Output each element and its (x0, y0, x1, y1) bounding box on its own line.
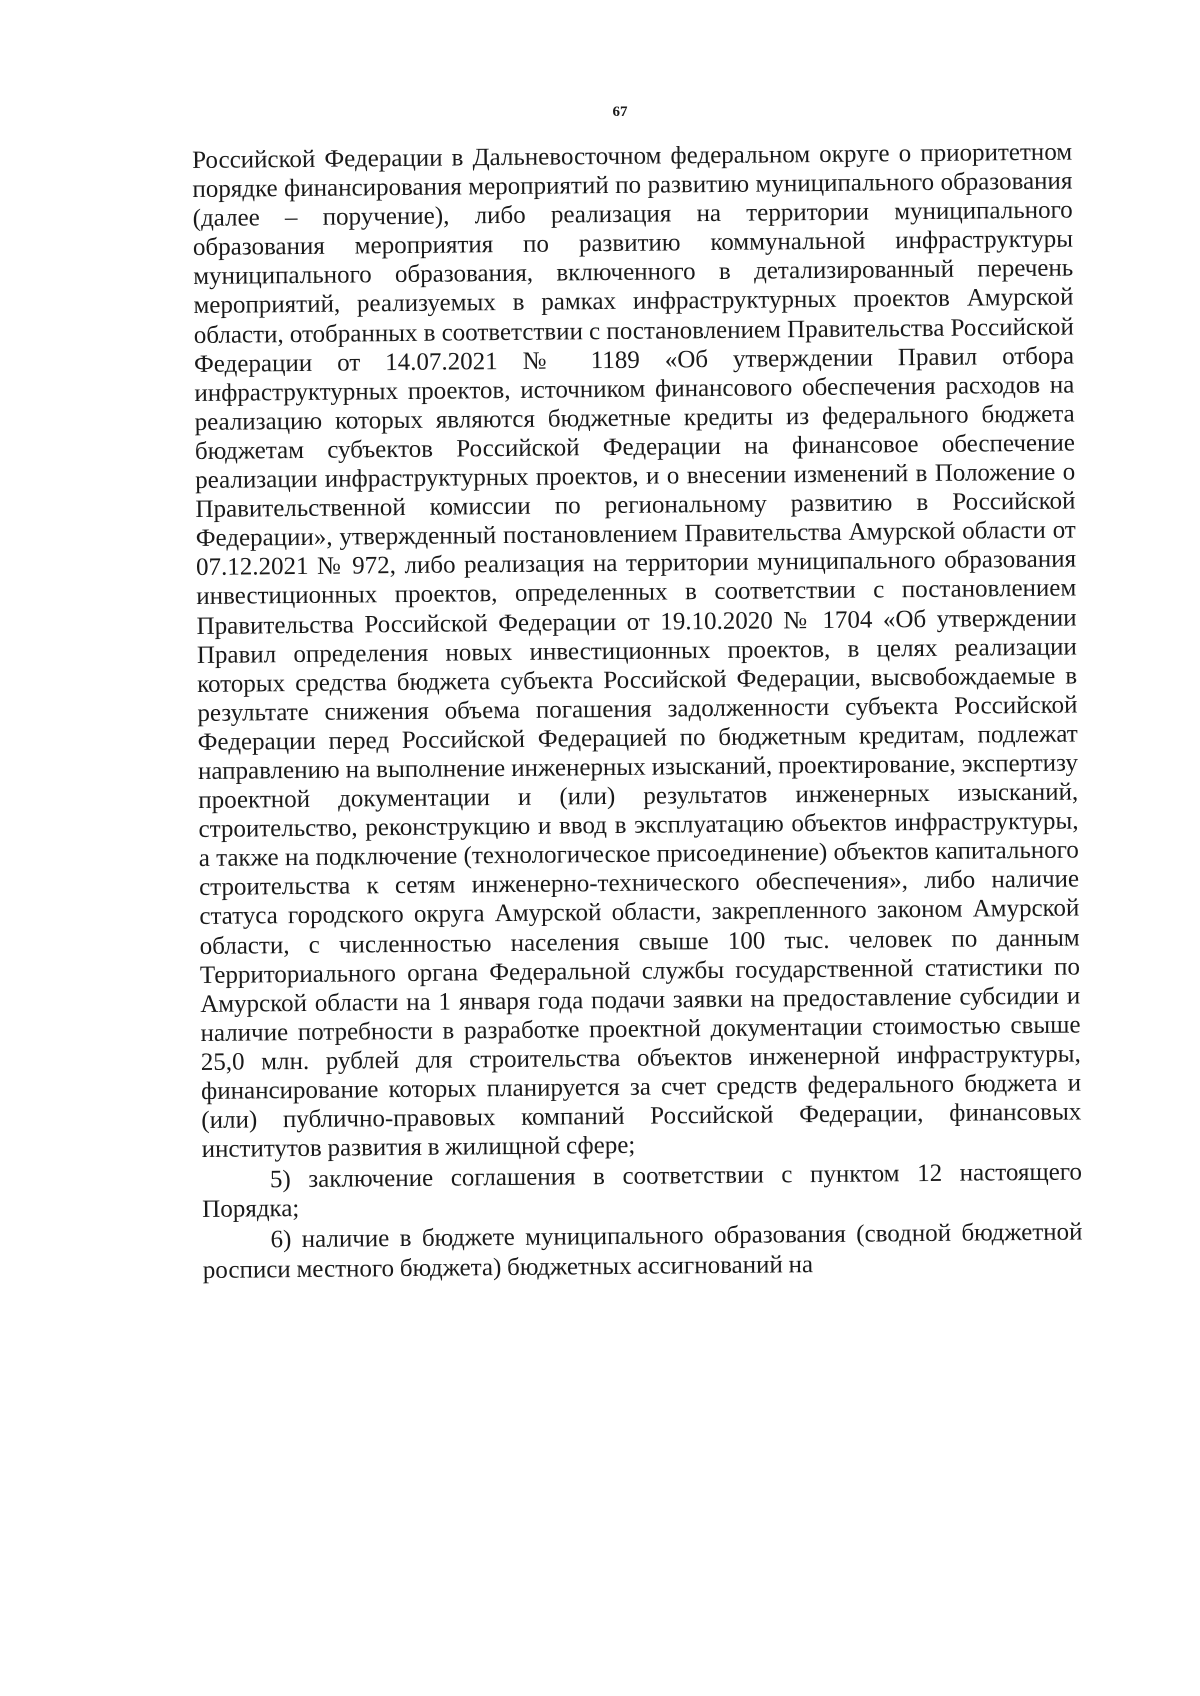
paragraph-continuation: Российской Федерации в Дальневосточном федеральном округе о приоритетном порядке финансирования мероприятий по развитию муниципального образования (далее – поручение), либо реализация на территории муниципального образования мероприятия по развитию коммунальной инфраструктуры муниципального образования, включенного в детализированный перечень мероприятий, реализуемых в рамках инфраструктурных проектов Амурской области, отобранных в соответствии с постановлением Правительства Российской Федерации от 14.07.2021 № 1189 «Об утверждении Правил отбора инфраструктурных проектов, источником финансового обеспечения расходов на реализацию которых являются бюджетные кредиты из федерального бюджета бюджетам субъектов Российской Федерации на финансовое обеспечение реализации инфраструктурных проектов, и о внесении изменений в Положение о Правительственной комиссии по региональному развитию в Российской Федерации», утвержденный постановлением Правительства Амурской области от 07.12.2021 № 972, либо реализация на территории муниципального образования инвестиционных проектов, определенных в соответствии с постановлением Правительства Российской Федерации от 19.10.2020 № 1704 «Об утверждении Правил определения новых инвестиционных проектов, в целях реализации которых средства бюджета субъекта Российской Федерации, высвобождаемые в результате снижения объема погашения задолженности субъекта Российской Федерации перед Российской Федерацией по бюджетным кредитам, подлежат направлению на выполнение инженерных изысканий, проектирование, экспертизу проектной документации и (или) результатов инженерных изысканий, строительство, реконструкцию и ввод в эксплуатацию объектов инфраструктуры, а также на подключение (технологическое присоединение) объектов капитального строительства к сетям инженерно-технического обеспечения», либо наличие статуса городского округа Амурской области, закрепленного законом Амурской области, с численностью населения свыше 100 тыс. человек по данным Территориального органа Федеральной службы государственной статистики по Амурской области на 1 января года подачи заявки на предоставление субсидии и наличие потребности в разработке проектной документации стоимостью свыше 25,0 млн. рублей для строительства объектов инженерной инфраструктуры, финансирование которых планируется за счет средств федерального бюджета и (или) публично-правовых компаний Российской Федерации, финансовых институтов развития в жилищной сфере; (192, 138, 1082, 1164)
document-body (192, 138, 1083, 1285)
page-number: 67 (612, 104, 628, 120)
paragraph-item-6: 6) наличие в бюджете муниципального образования (сводной бюджетной росписи местного бюджета) бюджетных ассигнований на (202, 1218, 1083, 1284)
paragraph-item-5: 5) заключение соглашения в соответствии с пунктом 12 настоящего Порядка; (202, 1158, 1083, 1224)
